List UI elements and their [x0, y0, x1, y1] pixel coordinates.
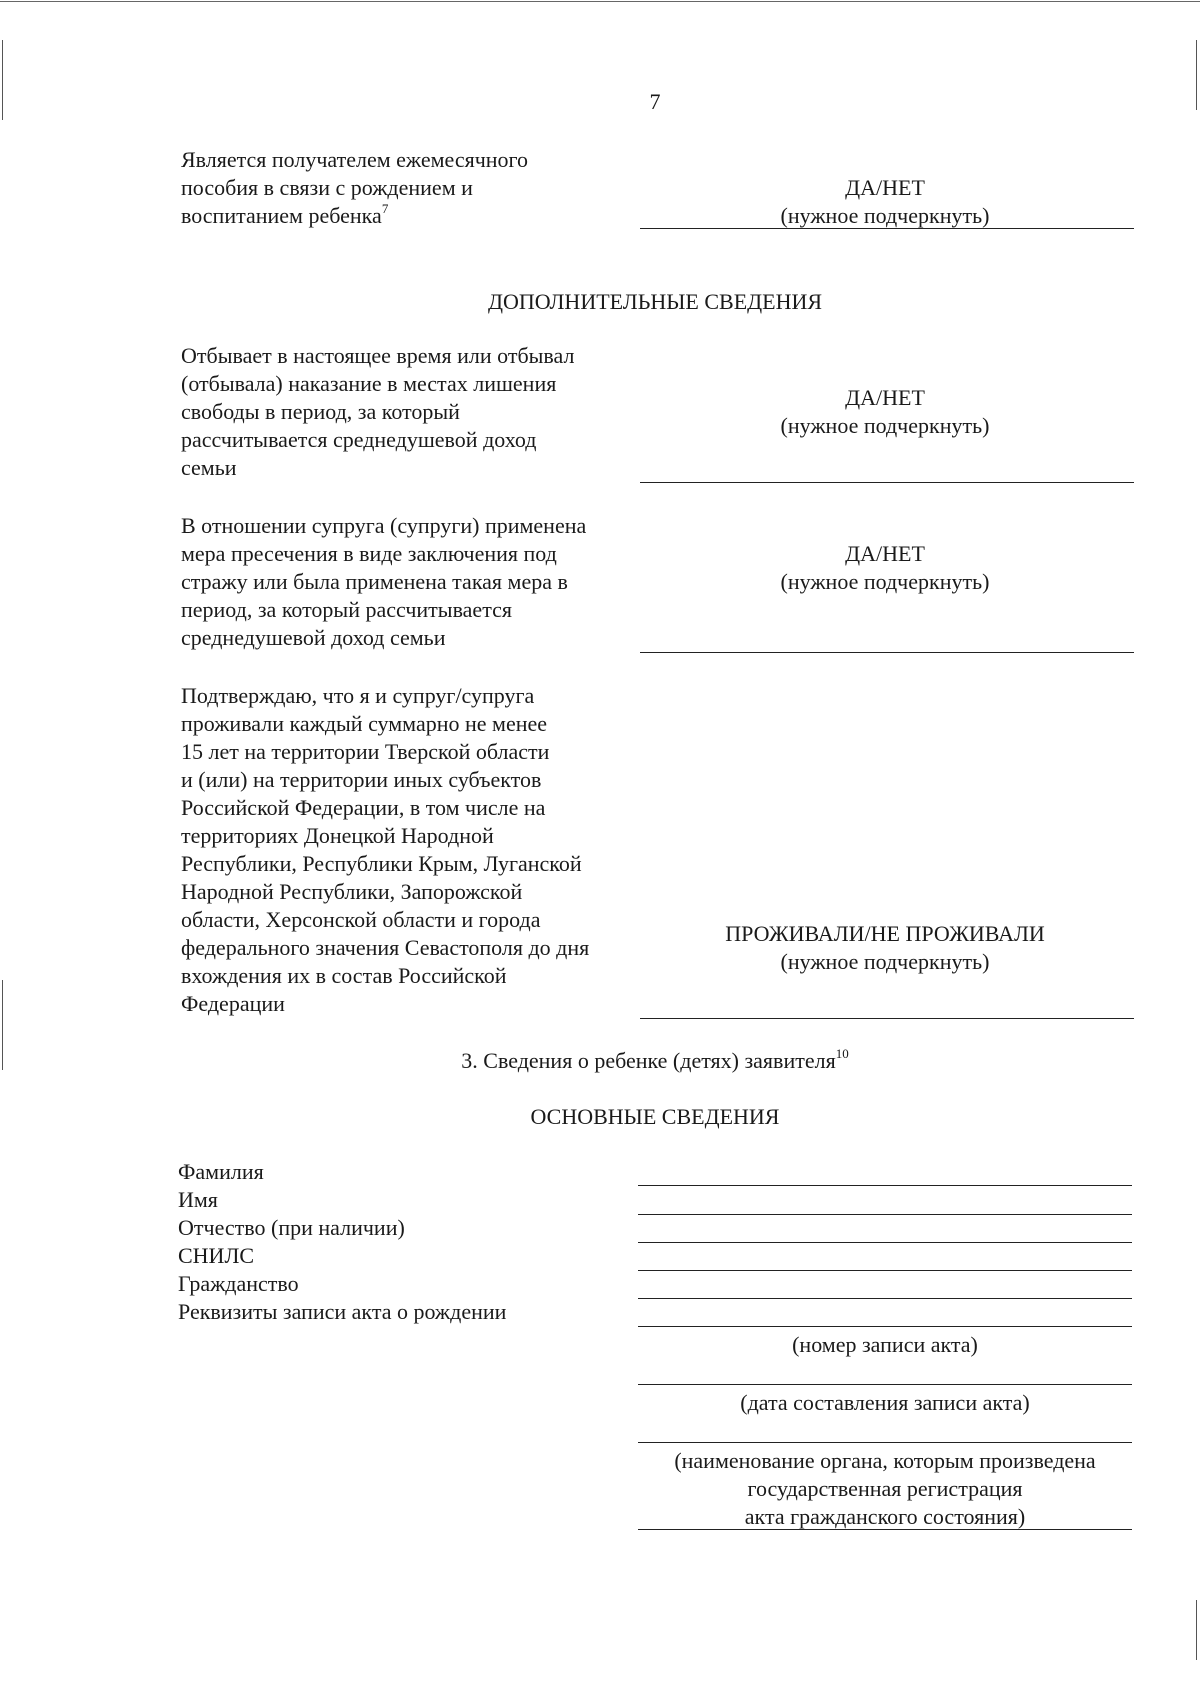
act-date-field-line[interactable] — [638, 1384, 1132, 1385]
page-number: 7 — [649, 89, 661, 114]
question-line: 15 лет на территории Тверской области — [181, 739, 550, 764]
lived-option[interactable]: ПРОЖИВАЛИ/НЕ ПРОЖИВАЛИ — [725, 921, 1045, 946]
field-label-surname: Фамилия — [178, 1159, 264, 1184]
yes-no-option[interactable]: ДА/НЕТ — [845, 541, 925, 566]
scan-edge-top — [0, 1, 1200, 2]
question-line: стражу или была применена такая мера в — [181, 569, 568, 594]
hint-line: государственная регистрация — [747, 1476, 1023, 1501]
question-line: среднедушевой доход семьи — [181, 625, 446, 650]
residence-question — [181, 682, 589, 1018]
footnote-marker: 7 — [381, 200, 389, 216]
field-label-name: Имя — [178, 1187, 218, 1212]
question-line: свободы в период, за который — [181, 399, 460, 424]
name-field-line[interactable] — [638, 1214, 1132, 1215]
question-line: и (или) на территории иных субъектов — [181, 767, 542, 792]
field-label-citizenship: Гражданство — [178, 1271, 299, 1296]
patronymic-field-line[interactable] — [638, 1242, 1132, 1243]
benefit-answer — [640, 174, 1130, 230]
act-number-field-line[interactable] — [638, 1326, 1132, 1327]
question-line: В отношении супруга (супруги) применена — [181, 513, 587, 538]
question-line: Подтверждаю, что я и супруг/супруга — [181, 683, 535, 708]
scan-edge-right — [1196, 1600, 1197, 1660]
question-line: федерального значения Севастополя до дня — [181, 935, 590, 960]
question-line: семьи — [181, 455, 237, 480]
question-line: Народной Республики, Запорожской — [181, 879, 523, 904]
imprisonment-answer — [640, 384, 1130, 440]
authority-hint — [638, 1447, 1132, 1531]
section-title: 3. Сведения о ребенке (детях) заявителя$^{10}$ — [461, 1045, 849, 1073]
question-line: (отбывала) наказание в местах лишения — [181, 371, 557, 396]
question-line: Является получателем ежемесячного — [181, 147, 529, 172]
answer-line — [640, 228, 1134, 229]
authority-field-line[interactable] — [638, 1442, 1132, 1443]
question-line: проживали каждый суммарно не менее — [181, 711, 548, 736]
question-line: территориях Донецкой Народной — [181, 823, 494, 848]
hint-line: акта гражданского состояния) — [744, 1504, 1026, 1529]
question-line: воспитанием ребенка$^7$ — [181, 200, 389, 228]
answer-line — [640, 652, 1134, 653]
section-subheading: ОСНОВНЫЕ СВЕДЕНИЯ — [530, 1104, 780, 1129]
underline-hint: (нужное подчеркнуть) — [780, 569, 990, 594]
section-heading: ДОПОЛНИТЕЛЬНЫЕ СВЕДЕНИЯ — [487, 289, 823, 314]
child-fields — [178, 1158, 506, 1326]
question-line: пособия в связи с рождением и — [181, 175, 473, 200]
underline-hint: (нужное подчеркнуть) — [780, 413, 990, 438]
custody-answer — [640, 540, 1130, 596]
custody-question — [181, 512, 586, 652]
question-line: рассчитывается среднедушевой доход — [181, 427, 537, 452]
hint-line: (наименование органа, которым произведена — [674, 1448, 1096, 1473]
question-line: Российской Федерации, в том числе на — [181, 795, 546, 820]
answer-line — [640, 482, 1134, 483]
question-line: вхождения их в состав Российской — [181, 963, 507, 988]
question-line: Республики, Республики Крым, Луганской — [181, 851, 582, 876]
question-line: период, за который рассчитывается — [181, 597, 512, 622]
question-line: мера пресечения в виде заключения под — [181, 541, 557, 566]
imprisonment-question — [181, 342, 574, 482]
residence-answer — [640, 920, 1130, 976]
underline-hint: (нужное подчеркнуть) — [780, 203, 990, 228]
question-line: Федерации — [181, 991, 285, 1016]
answer-line — [640, 1018, 1134, 1019]
question-line: области, Херсонской области и города — [181, 907, 541, 932]
footnote-marker: 10 — [835, 1045, 849, 1061]
act-number-hint: (номер записи акта) — [792, 1332, 978, 1357]
field-label-birth-record: Реквизиты записи акта о рождении — [178, 1299, 507, 1324]
act-date-hint: (дата составления записи акта) — [740, 1390, 1030, 1415]
surname-field-line[interactable] — [638, 1185, 1132, 1186]
benefit-question — [181, 146, 528, 230]
snils-field-line[interactable] — [638, 1270, 1132, 1271]
citizenship-field-line[interactable] — [638, 1298, 1132, 1299]
yes-no-option[interactable]: ДА/НЕТ — [845, 385, 925, 410]
field-label-patronymic: Отчество (при наличии) — [178, 1215, 405, 1240]
field-label-snils: СНИЛС — [178, 1243, 255, 1268]
authority-bottom-line — [638, 1529, 1132, 1530]
question-line: Отбывает в настоящее время или отбывал — [181, 343, 575, 368]
underline-hint: (нужное подчеркнуть) — [780, 949, 990, 974]
yes-no-option[interactable]: ДА/НЕТ — [845, 175, 925, 200]
